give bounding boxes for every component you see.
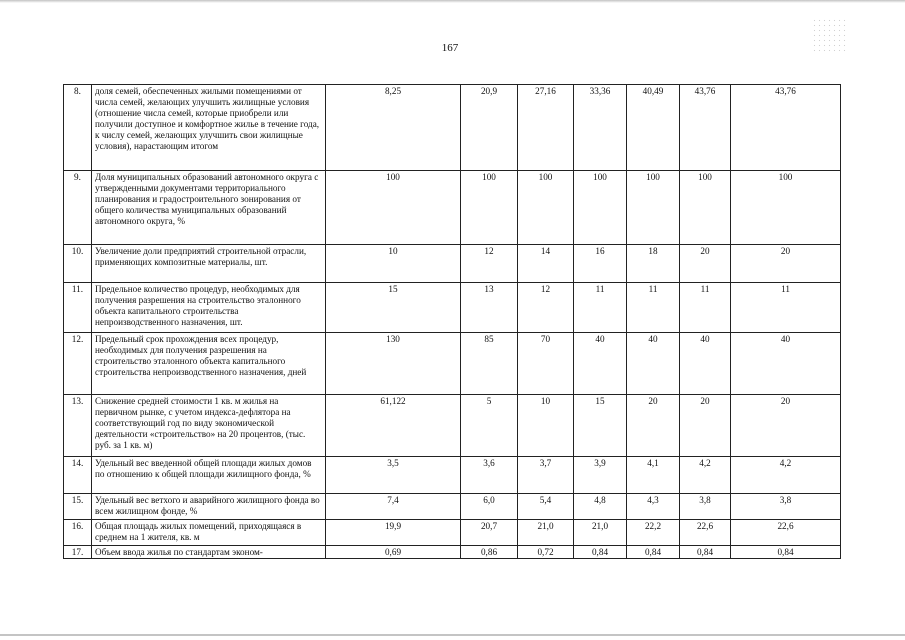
value-cell: 20,7 [461,520,518,546]
row-description: Общая площадь жилых помещений, приходящаяся в среднем на 1 жителя, кв. м [92,520,326,546]
value-cell: 11 [574,283,627,333]
value-cell: 40 [627,333,680,395]
value-cell: 61,122 [326,395,461,457]
table-row [64,395,841,457]
value-cell: 3,7 [518,457,574,494]
row-number: 15. [64,494,92,520]
value-cell: 20 [731,245,841,283]
value-cell: 7,4 [326,494,461,520]
value-cell: 100 [574,171,627,245]
value-cell: 100 [731,171,841,245]
table-row [64,245,841,283]
value-cell: 3,8 [680,494,731,520]
value-cell: 100 [326,171,461,245]
value-cell: 19,9 [326,520,461,546]
value-cell: 40,49 [627,85,680,171]
row-description: Предельное количество процедур, необходимых для получения разрешения на строительство эталонного объекта капитального строительства непроизводственного назначения, шт. [92,283,326,333]
row-description: Увеличение доли предприятий строительной отрасли, применяющих композитные материалы, шт. [92,245,326,283]
value-cell: 0,86 [461,546,518,559]
value-cell: 100 [680,171,731,245]
table-row [64,546,841,559]
value-cell: 18 [627,245,680,283]
indicators-table [63,84,841,559]
value-cell: 0,84 [627,546,680,559]
page-number: 167 [441,42,459,54]
value-cell: 20 [731,395,841,457]
value-cell: 15 [326,283,461,333]
row-description: Предельный срок прохождения всех процедур, необходимых для получения разрешения на строительство эталонного объекта капитального строительства непроизводственного назначения, дней [92,333,326,395]
value-cell: 21,0 [518,520,574,546]
value-cell: 0,84 [680,546,731,559]
value-cell: 85 [461,333,518,395]
value-cell: 5 [461,395,518,457]
row-description: Доля муниципальных образований автономного округа с утвержденными документами территориального планирования и градостроительного зонирования от общего количества муниципальных образований автономного округа, % [92,171,326,245]
value-cell: 13 [461,283,518,333]
value-cell: 100 [627,171,680,245]
row-number: 11. [64,283,92,333]
row-number: 14. [64,457,92,494]
value-cell: 22,6 [731,520,841,546]
row-number: 9. [64,171,92,245]
value-cell: 12 [461,245,518,283]
value-cell: 21,0 [574,520,627,546]
row-description: Удельный вес ветхого и аварийного жилищного фонда во всем жилищном фонде, % [92,494,326,520]
value-cell: 3,5 [326,457,461,494]
table-row [64,171,841,245]
table-row [64,457,841,494]
value-cell: 3,8 [731,494,841,520]
value-cell: 20,9 [461,85,518,171]
row-description: Объем ввода жилья по стандартам эконом- [92,546,326,559]
value-cell: 11 [731,283,841,333]
value-cell: 100 [518,171,574,245]
value-cell: 15 [574,395,627,457]
row-description: Снижение средней стоимости 1 кв. м жилья на первичном рынке, с учетом индекса-дефлятора на соответствующий год по виду экономической деятельности «строительство» на 20 процентов, (тыс. руб. за 1 кв. м) [92,395,326,457]
value-cell: 0,84 [731,546,841,559]
value-cell: 11 [627,283,680,333]
value-cell: 8,25 [326,85,461,171]
value-cell: 43,76 [680,85,731,171]
value-cell: 130 [326,333,461,395]
value-cell: 3,9 [574,457,627,494]
value-cell: 11 [680,283,731,333]
row-description: Удельный вес введенной общей площади жилых домов по отношению к общей площади жилищного фонда, % [92,457,326,494]
value-cell: 4,2 [680,457,731,494]
row-number: 17. [64,546,92,559]
value-cell: 70 [518,333,574,395]
value-cell: 40 [731,333,841,395]
row-number: 13. [64,395,92,457]
table-row [64,494,841,520]
value-cell: 4,2 [731,457,841,494]
value-cell: 3,6 [461,457,518,494]
value-cell: 10 [518,395,574,457]
table-row [64,85,841,171]
value-cell: 43,76 [731,85,841,171]
value-cell: 0,84 [574,546,627,559]
value-cell: 0,69 [326,546,461,559]
value-cell: 22,6 [680,520,731,546]
table-body [64,85,841,559]
value-cell: 5,4 [518,494,574,520]
value-cell: 4,8 [574,494,627,520]
value-cell: 22,2 [627,520,680,546]
value-cell: 20 [680,395,731,457]
row-number: 12. [64,333,92,395]
value-cell: 16 [574,245,627,283]
table-row [64,333,841,395]
scan-edge-top [0,0,905,3]
row-number: 8. [64,85,92,171]
value-cell: 20 [627,395,680,457]
value-cell: 4,3 [627,494,680,520]
value-cell: 27,16 [518,85,574,171]
table-row [64,283,841,333]
row-number: 10. [64,245,92,283]
value-cell: 10 [326,245,461,283]
value-cell: 100 [461,171,518,245]
value-cell: 40 [680,333,731,395]
value-cell: 14 [518,245,574,283]
value-cell: 20 [680,245,731,283]
row-description: доля семей, обеспеченных жилыми помещениями от числа семей, желающих улучшить жилищные условия (отношение числа семей, которые приобрели или получили доступное и комфортное жилье в течение года, к числу семей, желающих улучшить свои жилищные условия), нарастающим итогом [92,85,326,171]
scan-edge-bottom [0,634,905,636]
value-cell: 40 [574,333,627,395]
value-cell: 4,1 [627,457,680,494]
value-cell: 6,0 [461,494,518,520]
table-row [64,520,841,546]
value-cell: 0,72 [518,546,574,559]
scan-speckle [812,18,846,52]
row-number: 16. [64,520,92,546]
value-cell: 33,36 [574,85,627,171]
value-cell: 12 [518,283,574,333]
